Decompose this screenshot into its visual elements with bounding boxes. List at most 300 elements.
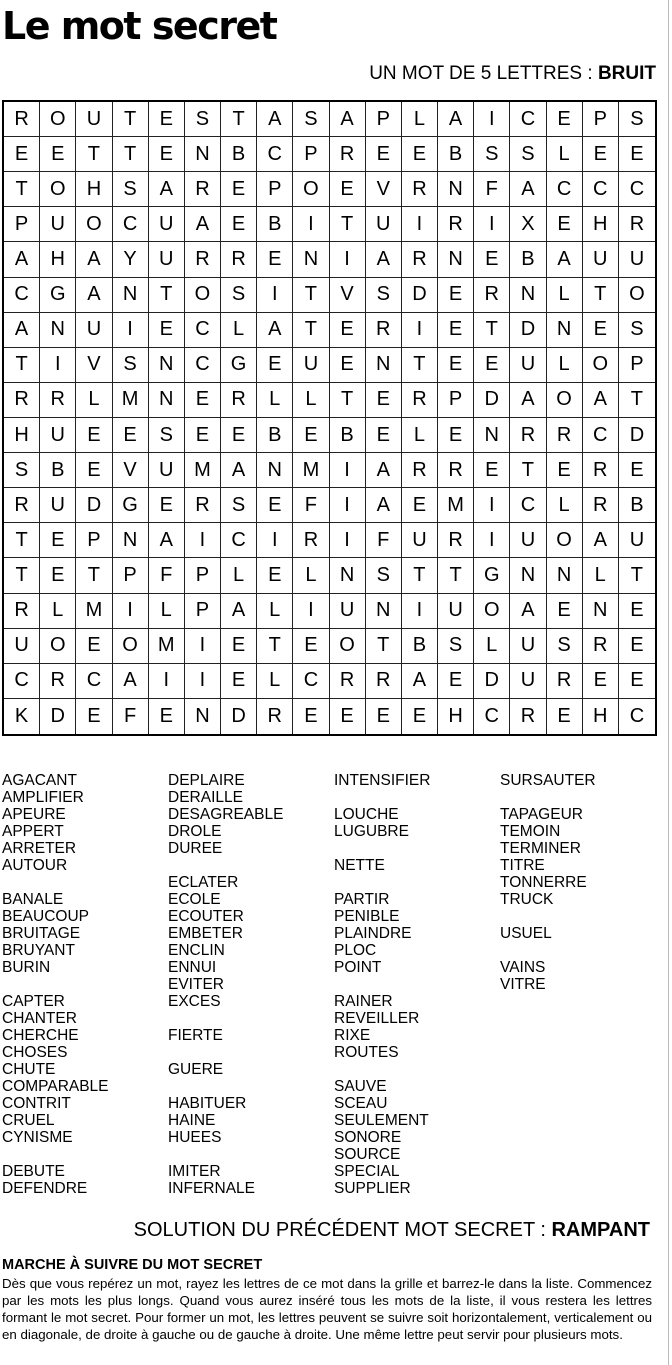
grid-cell[interactable]: L (293, 558, 329, 593)
grid-cell[interactable]: U (619, 523, 655, 558)
grid-cell[interactable]: I (113, 313, 149, 348)
word-list-item[interactable]: TEMOIN (500, 823, 561, 840)
grid-cell[interactable]: E (149, 102, 185, 137)
grid-cell[interactable]: N (547, 558, 583, 593)
word-list-item[interactable]: TITRE (500, 857, 545, 874)
grid-cell[interactable]: E (221, 172, 257, 207)
word-list-item[interactable]: BRUITAGE (2, 925, 81, 942)
word-list-item[interactable]: TERMINER (500, 840, 581, 857)
grid-cell[interactable]: P (113, 558, 149, 593)
grid-cell[interactable]: C (4, 664, 40, 699)
grid-cell[interactable]: O (40, 629, 76, 664)
grid-cell[interactable]: L (40, 594, 76, 629)
word-list-item[interactable]: IMITER (168, 1163, 221, 1180)
grid-cell[interactable]: E (547, 453, 583, 488)
grid-cell[interactable]: E (366, 418, 402, 453)
grid-cell[interactable]: N (438, 172, 474, 207)
grid-cell[interactable]: A (330, 102, 366, 137)
grid-cell[interactable]: I (185, 629, 221, 664)
grid-cell[interactable]: T (257, 629, 293, 664)
grid-cell[interactable]: T (76, 137, 112, 172)
grid-cell[interactable]: B (330, 418, 366, 453)
grid-cell[interactable]: E (438, 348, 474, 383)
word-list-item[interactable]: GUERE (168, 1061, 224, 1078)
grid-cell[interactable]: B (619, 488, 655, 523)
grid-cell[interactable]: R (4, 102, 40, 137)
grid-cell[interactable]: L (402, 102, 438, 137)
grid-cell[interactable]: E (366, 699, 402, 734)
grid-cell[interactable]: V (76, 348, 112, 383)
grid-cell[interactable]: N (40, 313, 76, 348)
word-list-item[interactable]: CRUEL (2, 1112, 55, 1129)
grid-cell[interactable]: U (510, 348, 546, 383)
grid-cell[interactable]: D (619, 418, 655, 453)
word-list-item[interactable]: PARTIR (334, 891, 390, 908)
grid-cell[interactable]: E (547, 102, 583, 137)
grid-cell[interactable]: N (149, 383, 185, 418)
grid-cell[interactable]: L (149, 594, 185, 629)
word-list-item[interactable]: INFERNALE (168, 1180, 255, 1197)
grid-cell[interactable]: P (185, 558, 221, 593)
grid-cell[interactable]: R (293, 523, 329, 558)
grid-cell[interactable]: M (76, 594, 112, 629)
grid-cell[interactable]: E (257, 242, 293, 277)
word-list-item[interactable]: LOUCHE (334, 806, 399, 823)
grid-cell[interactable]: L (547, 137, 583, 172)
grid-cell[interactable]: S (366, 558, 402, 593)
grid-cell[interactable]: E (149, 313, 185, 348)
grid-cell[interactable]: R (402, 383, 438, 418)
grid-cell[interactable]: P (76, 523, 112, 558)
grid-cell[interactable]: E (402, 699, 438, 734)
word-list-item[interactable]: NETTE (334, 857, 385, 874)
grid-cell[interactable]: D (221, 699, 257, 734)
grid-cell[interactable]: F (366, 523, 402, 558)
grid-cell[interactable]: U (76, 313, 112, 348)
grid-cell[interactable]: O (113, 629, 149, 664)
word-list-item[interactable]: ECOLE (168, 891, 221, 908)
grid-cell[interactable]: K (4, 699, 40, 734)
grid-cell[interactable]: E (76, 453, 112, 488)
grid-cell[interactable]: X (510, 207, 546, 242)
word-list-item[interactable]: EXCES (168, 993, 221, 1010)
grid-cell[interactable]: R (474, 278, 510, 313)
grid-cell[interactable]: R (221, 383, 257, 418)
grid-cell[interactable]: A (583, 523, 619, 558)
grid-cell[interactable]: E (4, 137, 40, 172)
grid-cell[interactable]: P (4, 207, 40, 242)
word-list-item[interactable]: FIERTE (168, 1027, 223, 1044)
grid-cell[interactable]: S (113, 172, 149, 207)
grid-cell[interactable]: U (40, 418, 76, 453)
grid-cell[interactable]: S (149, 418, 185, 453)
word-list-item[interactable]: EMBETER (168, 925, 243, 942)
grid-cell[interactable]: S (438, 629, 474, 664)
word-list-item[interactable]: APPERT (2, 823, 64, 840)
grid-cell[interactable]: T (619, 383, 655, 418)
grid-cell[interactable]: I (402, 313, 438, 348)
grid-cell[interactable]: E (185, 418, 221, 453)
grid-cell[interactable]: P (583, 102, 619, 137)
grid-cell[interactable]: E (402, 488, 438, 523)
grid-cell[interactable]: A (402, 664, 438, 699)
word-list-item[interactable]: SCEAU (334, 1095, 388, 1112)
grid-cell[interactable]: G (40, 278, 76, 313)
grid-cell[interactable]: U (510, 523, 546, 558)
grid-cell[interactable]: R (366, 664, 402, 699)
grid-cell[interactable]: E (583, 664, 619, 699)
word-list-item[interactable]: SAUVE (334, 1078, 387, 1095)
grid-cell[interactable]: E (293, 418, 329, 453)
grid-cell[interactable]: A (257, 313, 293, 348)
grid-cell[interactable]: O (474, 594, 510, 629)
grid-cell[interactable]: T (438, 558, 474, 593)
grid-cell[interactable]: V (113, 453, 149, 488)
word-list-item[interactable]: HABITUER (168, 1095, 247, 1112)
word-list-item[interactable]: REVEILLER (334, 1010, 420, 1027)
grid-cell[interactable]: R (40, 383, 76, 418)
grid-cell[interactable]: H (76, 172, 112, 207)
grid-cell[interactable]: C (113, 207, 149, 242)
grid-cell[interactable]: U (583, 242, 619, 277)
grid-cell[interactable]: N (330, 558, 366, 593)
grid-cell[interactable]: T (583, 278, 619, 313)
grid-cell[interactable]: E (40, 137, 76, 172)
grid-cell[interactable]: A (4, 313, 40, 348)
grid-cell[interactable]: A (76, 242, 112, 277)
grid-cell[interactable]: E (402, 137, 438, 172)
grid-cell[interactable]: L (583, 558, 619, 593)
grid-cell[interactable]: N (113, 523, 149, 558)
grid-cell[interactable]: S (474, 137, 510, 172)
grid-cell[interactable]: R (185, 172, 221, 207)
grid-cell[interactable]: S (619, 102, 655, 137)
grid-cell[interactable]: E (619, 453, 655, 488)
word-list-item[interactable]: ECOUTER (168, 908, 244, 925)
grid-cell[interactable]: V (366, 172, 402, 207)
grid-cell[interactable]: E (257, 348, 293, 383)
grid-cell[interactable]: N (257, 453, 293, 488)
grid-cell[interactable]: O (619, 278, 655, 313)
grid-cell[interactable]: E (113, 418, 149, 453)
grid-cell[interactable]: R (221, 242, 257, 277)
word-list-item[interactable]: VAINS (500, 959, 546, 976)
grid-cell[interactable]: D (76, 488, 112, 523)
word-list-item[interactable]: BANALE (2, 891, 64, 908)
grid-cell[interactable]: A (438, 102, 474, 137)
word-list-item[interactable]: DESAGREABLE (168, 806, 284, 823)
grid-cell[interactable]: E (149, 137, 185, 172)
grid-cell[interactable]: R (583, 488, 619, 523)
grid-cell[interactable]: E (293, 629, 329, 664)
grid-cell[interactable]: I (402, 207, 438, 242)
grid-cell[interactable]: P (293, 137, 329, 172)
word-list-item[interactable]: CHOSES (2, 1044, 68, 1061)
grid-cell[interactable]: N (113, 278, 149, 313)
grid-cell[interactable]: O (40, 172, 76, 207)
grid-cell[interactable]: U (438, 594, 474, 629)
word-list-item[interactable]: DROLE (168, 823, 222, 840)
grid-cell[interactable]: C (185, 313, 221, 348)
grid-cell[interactable]: G (474, 558, 510, 593)
grid-cell[interactable]: T (4, 558, 40, 593)
grid-cell[interactable]: R (330, 664, 366, 699)
grid-cell[interactable]: P (619, 348, 655, 383)
grid-cell[interactable]: I (402, 594, 438, 629)
grid-cell[interactable]: E (293, 699, 329, 734)
grid-cell[interactable]: A (257, 102, 293, 137)
grid-cell[interactable]: L (257, 594, 293, 629)
grid-cell[interactable]: E (40, 558, 76, 593)
grid-cell[interactable]: L (257, 383, 293, 418)
word-list-item[interactable]: DERAILLE (168, 789, 243, 806)
grid-cell[interactable]: B (402, 629, 438, 664)
grid-cell[interactable]: I (293, 594, 329, 629)
word-list-item[interactable]: ENNUI (168, 959, 217, 976)
grid-cell[interactable]: U (149, 207, 185, 242)
grid-cell[interactable]: B (257, 418, 293, 453)
grid-cell[interactable]: T (619, 558, 655, 593)
grid-cell[interactable]: E (547, 594, 583, 629)
grid-cell[interactable]: T (293, 313, 329, 348)
grid-cell[interactable]: E (221, 207, 257, 242)
grid-cell[interactable]: R (4, 383, 40, 418)
word-list-item[interactable]: ARRETER (2, 840, 77, 857)
grid-cell[interactable]: D (474, 664, 510, 699)
grid-cell[interactable]: S (221, 278, 257, 313)
grid-cell[interactable]: T (113, 102, 149, 137)
grid-cell[interactable]: A (185, 207, 221, 242)
grid-cell[interactable]: A (149, 172, 185, 207)
word-list-item[interactable]: LUGUBRE (334, 823, 409, 840)
grid-cell[interactable]: E (547, 699, 583, 734)
word-list-item[interactable]: CAPTER (2, 993, 65, 1010)
grid-cell[interactable]: O (76, 207, 112, 242)
grid-cell[interactable]: G (113, 488, 149, 523)
grid-cell[interactable]: C (619, 172, 655, 207)
grid-cell[interactable]: R (510, 699, 546, 734)
grid-cell[interactable]: S (547, 629, 583, 664)
grid-cell[interactable]: I (474, 207, 510, 242)
grid-cell[interactable]: T (76, 558, 112, 593)
word-list-item[interactable]: RIXE (334, 1027, 371, 1044)
grid-cell[interactable]: E (40, 523, 76, 558)
grid-cell[interactable]: L (547, 278, 583, 313)
grid-cell[interactable]: E (438, 278, 474, 313)
grid-cell[interactable]: A (221, 453, 257, 488)
grid-cell[interactable]: S (366, 278, 402, 313)
grid-cell[interactable]: R (4, 488, 40, 523)
word-list-item[interactable]: TAPAGEUR (500, 806, 583, 823)
word-list-item[interactable]: AUTOUR (2, 857, 68, 874)
grid-cell[interactable]: T (4, 348, 40, 383)
grid-cell[interactable]: I (293, 207, 329, 242)
grid-cell[interactable]: S (510, 137, 546, 172)
grid-cell[interactable]: P (366, 102, 402, 137)
grid-cell[interactable]: U (40, 488, 76, 523)
grid-cell[interactable]: A (366, 488, 402, 523)
grid-cell[interactable]: I (330, 453, 366, 488)
grid-cell[interactable]: O (185, 278, 221, 313)
grid-cell[interactable]: R (547, 418, 583, 453)
grid-cell[interactable]: U (149, 453, 185, 488)
grid-cell[interactable]: O (547, 383, 583, 418)
grid-cell[interactable]: R (438, 523, 474, 558)
grid-cell[interactable]: E (619, 137, 655, 172)
grid-cell[interactable]: T (293, 278, 329, 313)
grid-cell[interactable]: E (221, 629, 257, 664)
grid-cell[interactable]: C (629, 704, 645, 727)
grid-cell[interactable]: S (4, 453, 40, 488)
word-list-item[interactable]: ECLATER (168, 874, 239, 891)
grid-cell[interactable]: E (366, 137, 402, 172)
grid-cell[interactable]: E (547, 207, 583, 242)
grid-cell[interactable]: E (257, 488, 293, 523)
grid-cell[interactable]: F (293, 488, 329, 523)
grid-cell[interactable]: E (619, 629, 655, 664)
grid-cell[interactable]: A (366, 453, 402, 488)
grid-cell[interactable]: Y (113, 242, 149, 277)
grid-cell[interactable]: D (510, 313, 546, 348)
grid-cell[interactable]: U (619, 242, 655, 277)
grid-cell[interactable]: O (330, 629, 366, 664)
grid-cell[interactable]: E (221, 418, 257, 453)
grid-cell[interactable]: A (583, 383, 619, 418)
grid-cell[interactable]: B (438, 137, 474, 172)
grid-cell[interactable]: C (185, 348, 221, 383)
grid-cell[interactable]: L (257, 664, 293, 699)
grid-cell[interactable]: N (366, 348, 402, 383)
grid-cell[interactable]: A (4, 242, 40, 277)
grid-cell[interactable]: U (76, 102, 112, 137)
grid-cell[interactable]: N (185, 137, 221, 172)
grid-cell[interactable]: D (474, 383, 510, 418)
grid-cell[interactable]: B (510, 242, 546, 277)
grid-cell[interactable]: L (547, 488, 583, 523)
grid-cell[interactable]: E (76, 699, 112, 734)
grid-cell[interactable]: R (257, 699, 293, 734)
grid-cell[interactable]: P (185, 594, 221, 629)
grid-cell[interactable]: I (113, 594, 149, 629)
grid-cell[interactable]: L (547, 348, 583, 383)
grid-cell[interactable]: O (583, 348, 619, 383)
word-list-item[interactable]: CYNISME (2, 1129, 73, 1146)
grid-cell[interactable]: U (510, 664, 546, 699)
grid-cell[interactable]: L (293, 383, 329, 418)
grid-cell[interactable]: N (366, 594, 402, 629)
grid-cell[interactable]: I (474, 523, 510, 558)
grid-cell[interactable]: N (185, 699, 221, 734)
grid-cell[interactable]: R (330, 137, 366, 172)
word-list-item[interactable]: HAINE (168, 1112, 216, 1129)
grid-cell[interactable]: E (583, 137, 619, 172)
grid-cell[interactable]: M (293, 453, 329, 488)
grid-cell[interactable]: I (330, 488, 366, 523)
grid-cell[interactable]: R (402, 242, 438, 277)
grid-cell[interactable]: I (257, 278, 293, 313)
word-list-item[interactable]: BURIN (2, 959, 51, 976)
grid-cell[interactable]: M (438, 488, 474, 523)
grid-cell[interactable]: S (185, 102, 221, 137)
grid-cell[interactable]: T (221, 102, 257, 137)
grid-cell[interactable]: N (474, 418, 510, 453)
grid-cell[interactable]: H (40, 242, 76, 277)
grid-cell[interactable]: P (257, 172, 293, 207)
grid-cell[interactable]: I (149, 664, 185, 699)
grid-cell[interactable]: S (221, 488, 257, 523)
grid-cell[interactable]: H (4, 418, 40, 453)
grid-cell[interactable]: H (583, 699, 619, 734)
grid-cell[interactable]: E (366, 383, 402, 418)
grid-cell[interactable]: T (330, 383, 366, 418)
grid-cell[interactable]: I (185, 523, 221, 558)
grid-cell[interactable]: R (438, 453, 474, 488)
word-list-item[interactable]: DUREE (168, 840, 223, 857)
grid-cell[interactable]: R (402, 172, 438, 207)
grid-cell[interactable]: E (221, 664, 257, 699)
grid-cell[interactable]: C (76, 664, 112, 699)
grid-cell[interactable]: U (510, 629, 546, 664)
grid-cell[interactable]: S (293, 102, 329, 137)
grid-cell[interactable]: P (438, 383, 474, 418)
grid-cell[interactable]: R (185, 242, 221, 277)
grid-cell[interactable]: M (149, 629, 185, 664)
grid-cell[interactable]: R (40, 664, 76, 699)
grid-cell[interactable]: H (438, 699, 474, 734)
grid-cell[interactable]: C (293, 664, 329, 699)
word-list-item[interactable]: SPECIAL (334, 1163, 400, 1180)
grid-cell[interactable]: E (438, 664, 474, 699)
grid-cell[interactable]: R (510, 418, 546, 453)
grid-cell[interactable]: N (149, 348, 185, 383)
word-list-item[interactable]: CHERCHE (2, 1027, 79, 1044)
grid-cell[interactable]: O (547, 523, 583, 558)
grid-cell[interactable]: I (474, 102, 510, 137)
grid-cell[interactable]: I (40, 348, 76, 383)
word-list-item[interactable]: PENIBLE (334, 908, 400, 925)
grid-cell[interactable]: C (547, 172, 583, 207)
grid-cell[interactable]: E (330, 348, 366, 383)
word-list-item[interactable]: CHANTER (2, 1010, 77, 1027)
word-list-item[interactable]: AMPLIFIER (2, 789, 84, 806)
word-list-item[interactable]: SUPPLIER (334, 1180, 411, 1197)
grid-cell[interactable]: A (510, 383, 546, 418)
word-list-item[interactable]: EVITER (168, 976, 224, 993)
grid-cell[interactable]: R (583, 629, 619, 664)
grid-cell[interactable]: F (474, 172, 510, 207)
word-list-item[interactable]: ENCLIN (168, 942, 225, 959)
word-list-item[interactable]: DEBUTE (2, 1163, 65, 1180)
word-list-item[interactable]: SURSAUTER (500, 772, 596, 789)
grid-cell[interactable]: E (619, 594, 655, 629)
grid-cell[interactable]: U (293, 348, 329, 383)
grid-cell[interactable]: R (438, 207, 474, 242)
word-list-item[interactable]: ROUTES (334, 1044, 399, 1061)
grid-cell[interactable]: L (221, 313, 257, 348)
word-list-item[interactable]: COMPARABLE (2, 1078, 109, 1095)
grid-cell[interactable]: S (113, 348, 149, 383)
grid-cell[interactable]: F (149, 558, 185, 593)
grid-cell[interactable]: T (474, 313, 510, 348)
grid-cell[interactable]: E (583, 313, 619, 348)
grid-cell[interactable]: T (402, 348, 438, 383)
grid-cell[interactable]: N (547, 313, 583, 348)
grid-cell[interactable]: A (149, 523, 185, 558)
grid-cell[interactable]: L (402, 418, 438, 453)
grid-cell[interactable]: E (76, 418, 112, 453)
word-list-item[interactable]: APEURE (2, 806, 66, 823)
grid-cell[interactable]: R (547, 664, 583, 699)
